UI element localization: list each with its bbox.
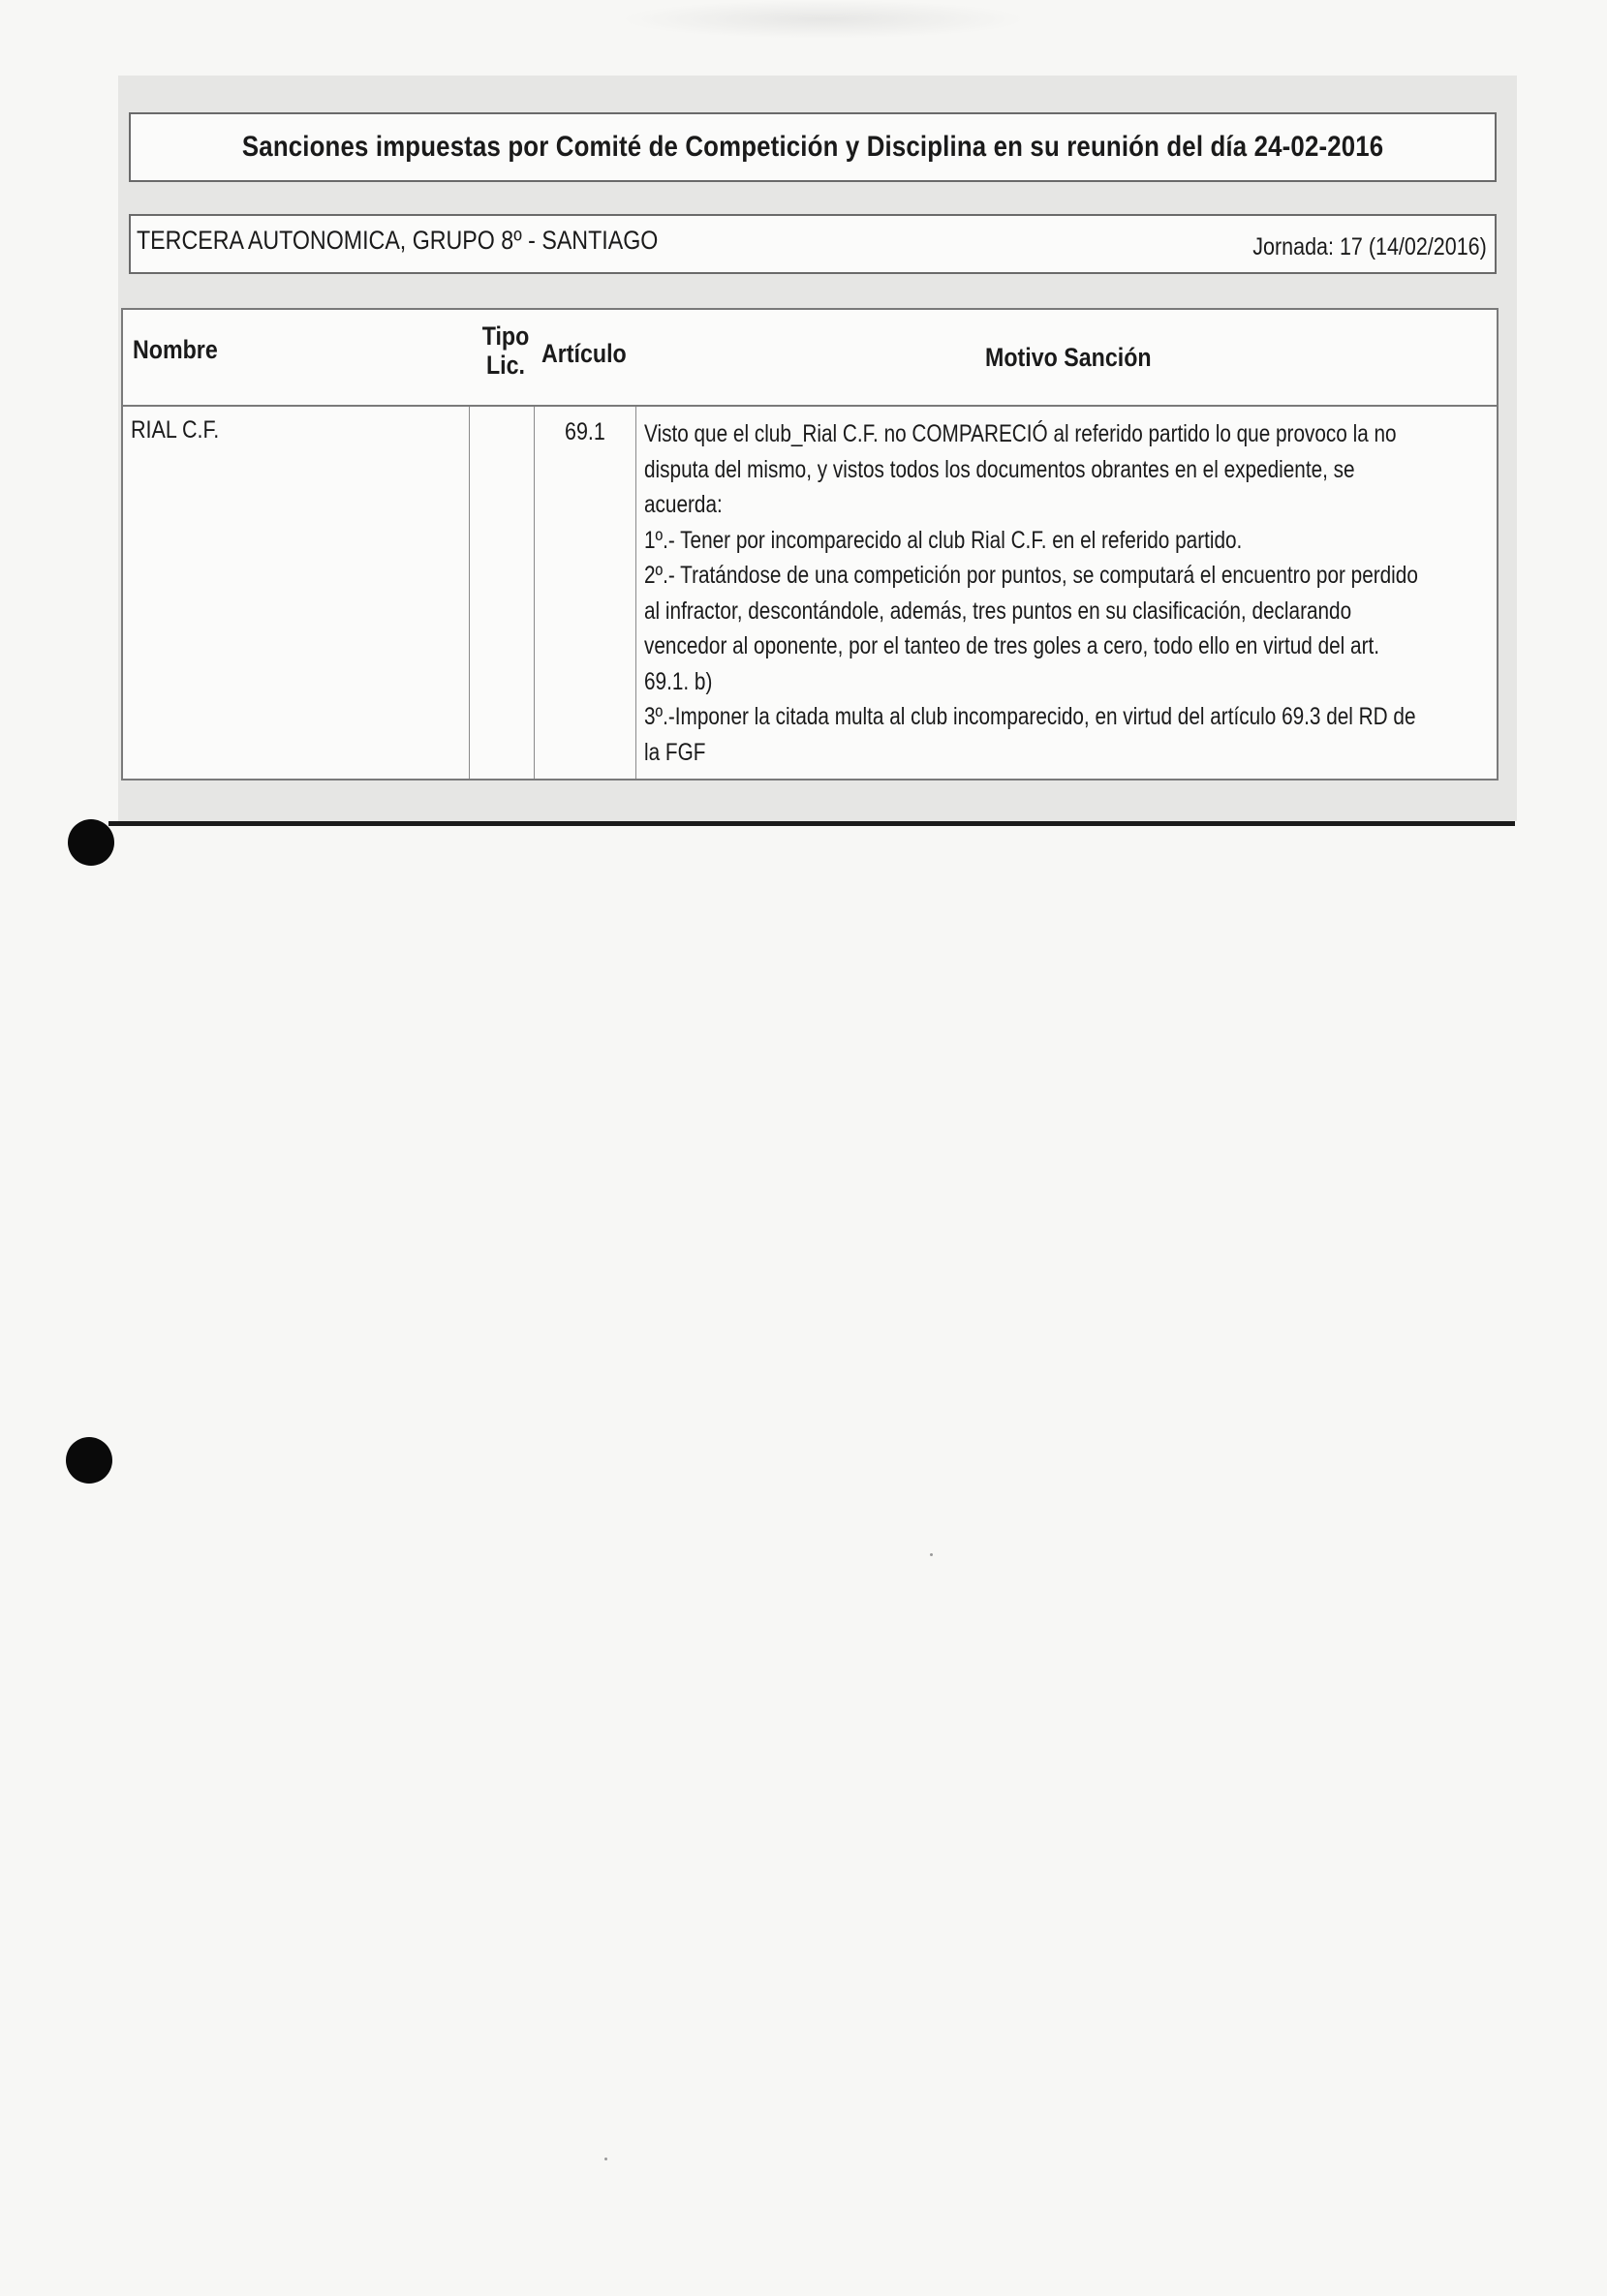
motivo-line: disputa del mismo, y vistos todos los documentos obrantes en el expediente, se xyxy=(644,455,1355,483)
motivo-line: al infractor, descontándole, además, tres puntos en su clasificación, declarando xyxy=(644,597,1352,625)
cell-motivo xyxy=(644,416,1497,770)
cell-nombre: RIAL C.F. xyxy=(131,416,220,444)
header-tipo-line2: Lic. xyxy=(485,351,525,380)
header-motivo: Motivo Sanción xyxy=(985,343,1152,372)
motivo-line: Visto que el club_Rial C.F. no COMPARECIÓ al referido partido lo que provoco la no xyxy=(644,420,1397,447)
motivo-line: 2º.- Tratándose de una competición por puntos, se computará el encuentro por perdido xyxy=(644,562,1418,589)
header-articulo: Artículo xyxy=(541,339,627,368)
separator-line xyxy=(108,821,1515,826)
column-divider xyxy=(534,407,535,779)
header-tipo-line1: Tipo xyxy=(481,321,530,351)
motivo-line: vencedor al oponente, por el tanteo de tres goles a cero, todo ello en virtud del art. xyxy=(644,632,1380,659)
sanctions-table xyxy=(121,308,1499,781)
scan-shading xyxy=(620,0,1027,39)
column-divider xyxy=(469,407,470,779)
jornada-label: Jornada: 17 (14/02/2016) xyxy=(1252,233,1487,260)
column-divider xyxy=(635,407,636,779)
title-box xyxy=(129,112,1497,182)
motivo-line: 69.1. b) xyxy=(644,667,713,695)
motivo-line: 1º.- Tener por incomparecido al club Rial C.F. en el referido partido. xyxy=(644,526,1243,554)
scan-speck xyxy=(604,2158,607,2160)
cell-articulo: 69.1 xyxy=(565,418,605,445)
punch-hole-icon xyxy=(68,819,114,866)
header-tipo-lic xyxy=(477,321,535,380)
document-title: Sanciones impuestas por Comité de Competición y Disciplina en su reunión del día 24-02-2016 xyxy=(241,131,1384,163)
punch-hole-icon xyxy=(66,1437,112,1484)
header-nombre: Nombre xyxy=(133,335,218,364)
scan-speck xyxy=(930,1553,933,1556)
motivo-line: la FGF xyxy=(644,738,706,766)
motivo-line: acuerda: xyxy=(644,491,723,518)
table-header-row xyxy=(123,310,1497,407)
motivo-line: 3º.-Imponer la citada multa al club incomparecido, en virtud del artículo 69.3 del RD de xyxy=(644,703,1416,730)
competition-header xyxy=(129,214,1497,274)
competition-name: TERCERA AUTONOMICA, GRUPO 8º - SANTIAGO xyxy=(137,226,659,255)
